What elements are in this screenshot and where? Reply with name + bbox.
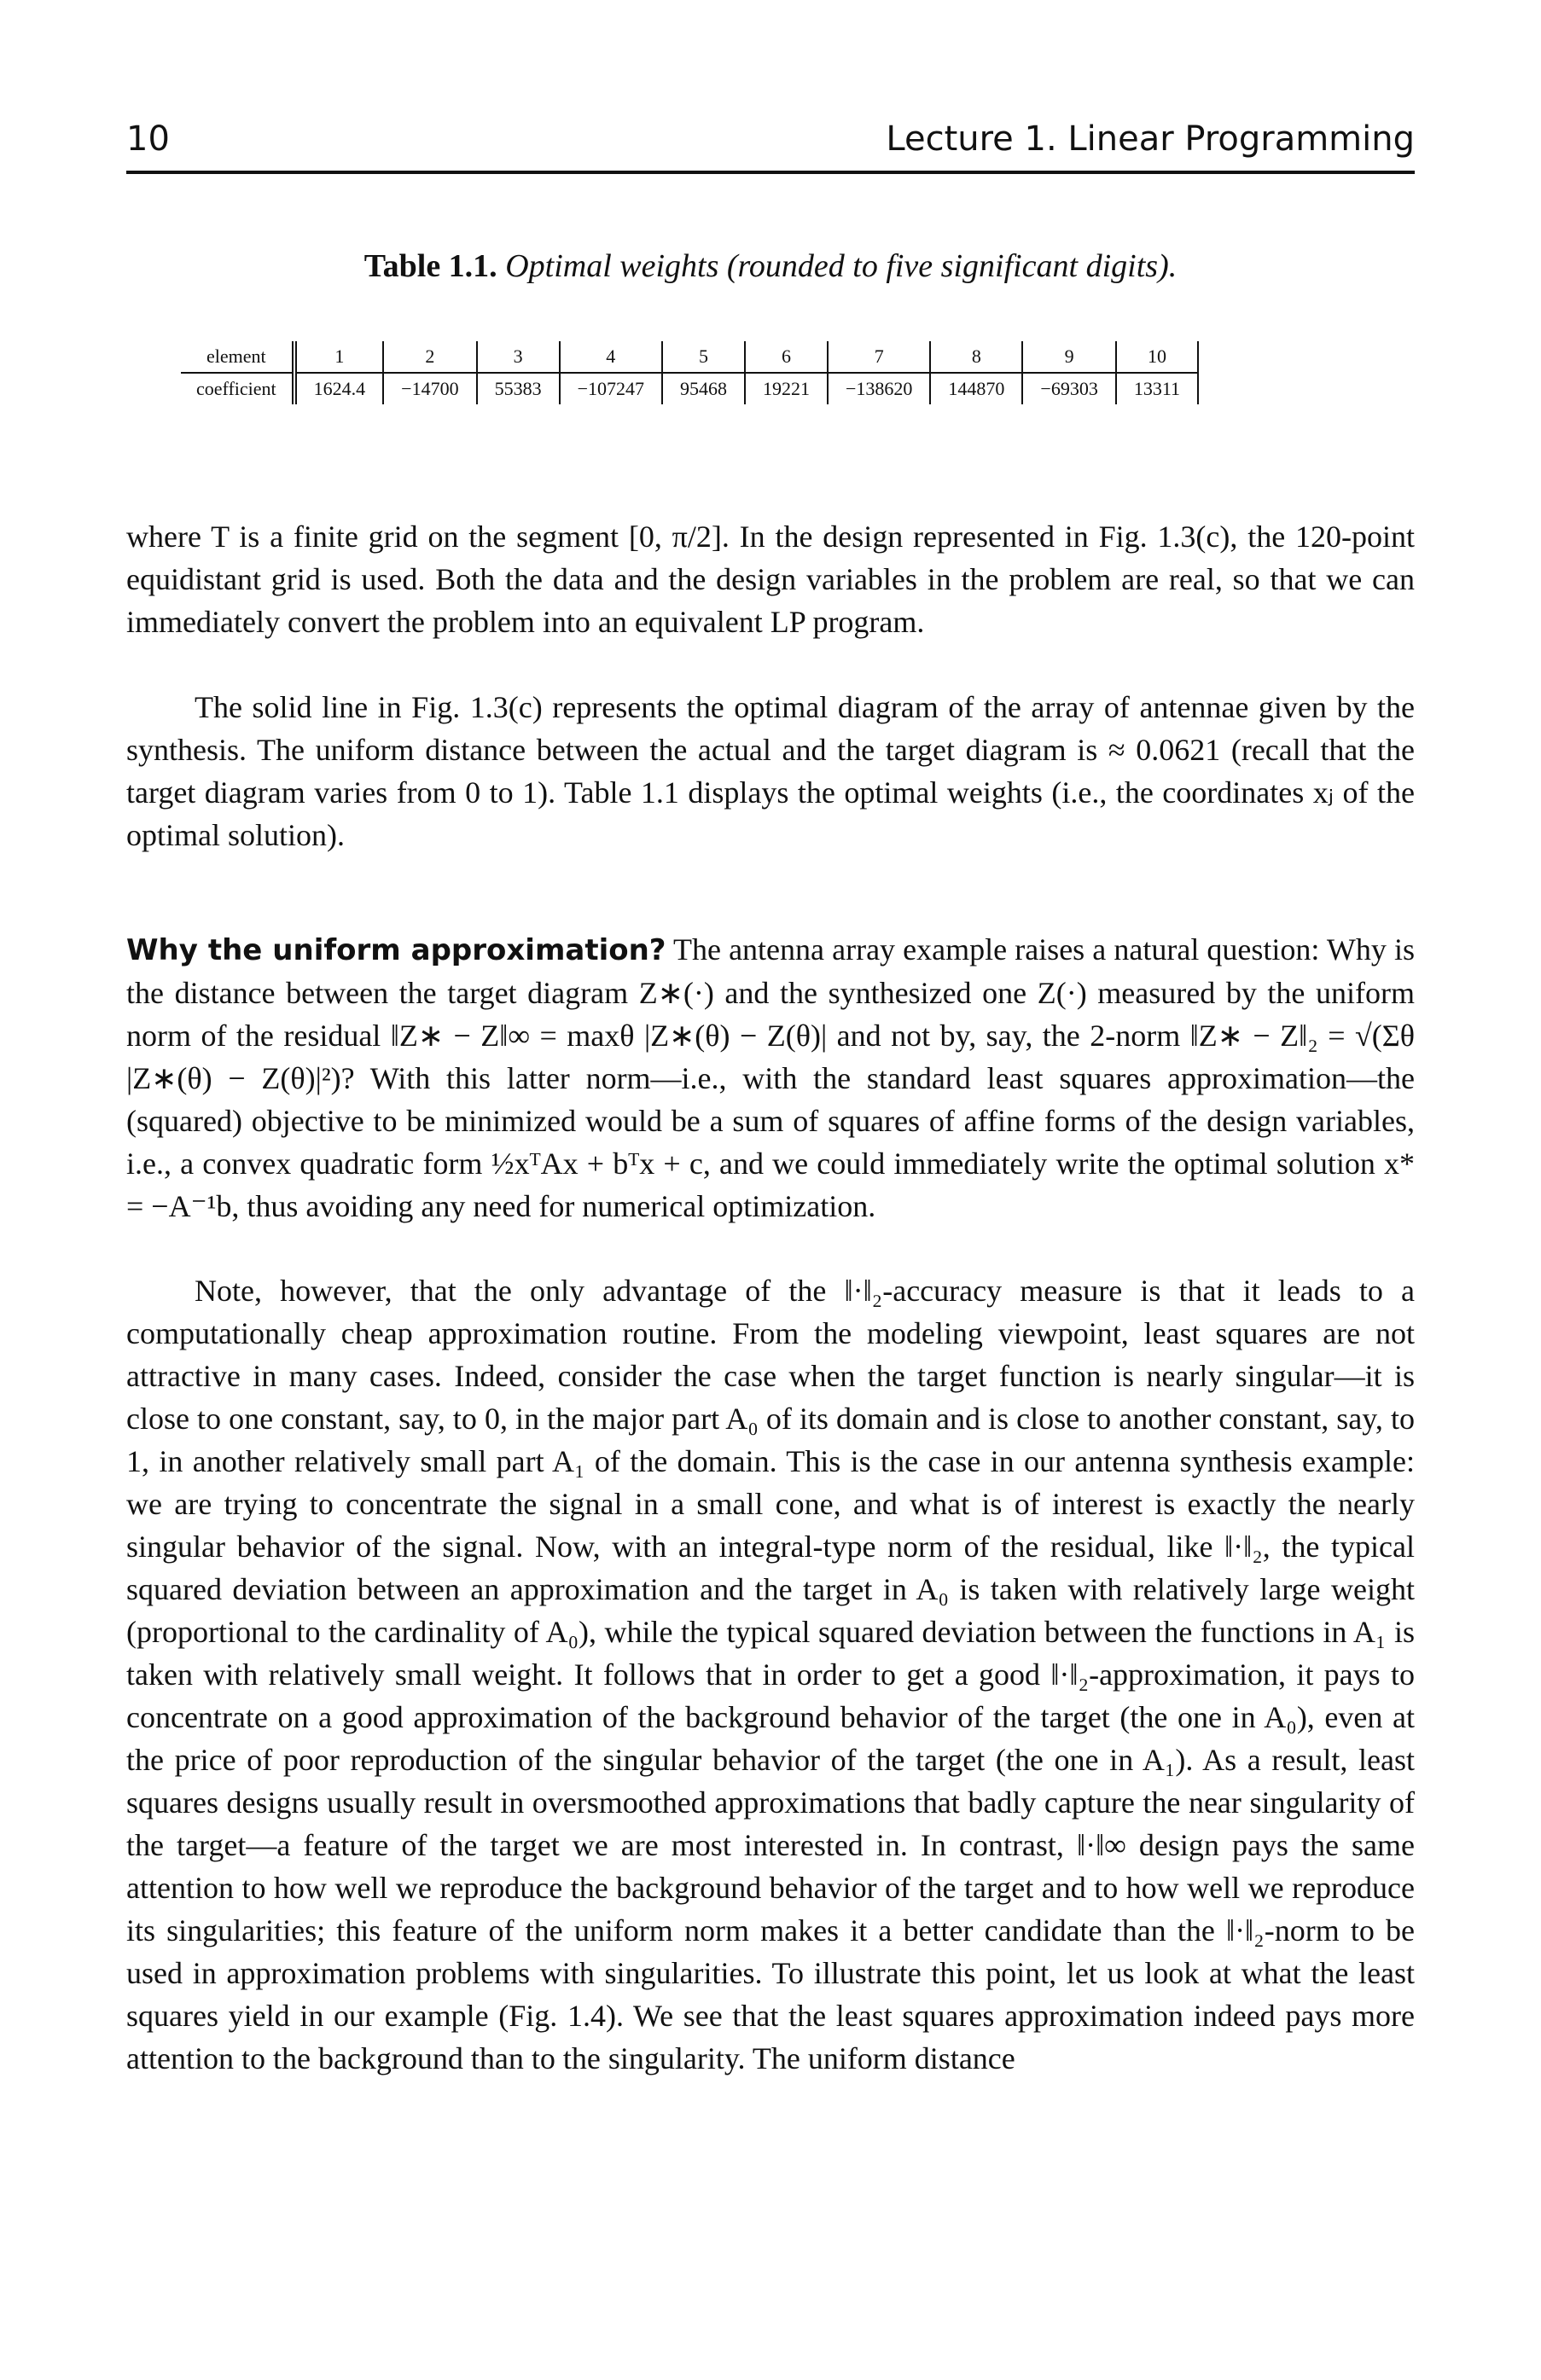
coefficient-cell: 1624.4: [294, 373, 384, 404]
row-label-element: element: [181, 341, 294, 373]
paragraph-grid: where T is a finite grid on the segment [0, π/2]. In the design represented in Fig. 1.3(c), the 120-point equidistant grid is used. Both the data and the design variables in the problem are real, so that we can immediately convert the problem into an equivalent LP program.: [126, 520, 1415, 639]
element-cell: 6: [745, 341, 828, 373]
paragraph-least-squares: Note, however, that the only advantage of the ‖·‖₂-accuracy measure is that it leads to a computationally cheap approximation routine. From the modeling viewpoint, least squares are not attractive in many cases. Indeed, consider the case when the target function is nearly singular—it is close to one constant, say, to 0, in the major part A₀ of its domain and is close to another constant, say, to 1, in another relatively small part A₁ of the domain. This is the case in our antenna synthesis example: we are trying to concentrate the signal in a small cone, and what is of interest is exactly the nearly singular behavior of the signal. Now, with an integral-type norm of the residual, like ‖·‖₂, the typical squared deviation between an approximation and the target in A₀ is taken with relatively large weight (proportional to the cardinality of A₀), while the typical squared deviation between the functions in A₁ is taken with relatively small weight. It follows that in order to get a good ‖·‖₂-approximation, it pays to concentrate on a good approximation of the background behavior of the target (the one in A₀), even at the price of poor reproduction of the singular behavior of the target (the one in A₁). As a result, least squares designs usually result in oversmoothed approximations that badly capture the near singularity of the target—a feature of the target we are most interested in. In contrast, ‖·‖∞ design pays the same attention to how well we reproduce the background behavior of the target and to how well we reproduce its singularities; this feature of the uniform norm makes it a better candidate than the ‖·‖₂-norm to be used in approximation problems with singularities. To illustrate this point, let us look at what the least squares yield in our example (Fig. 1.4). We see that the least squares approximation indeed pays more attention to the background than to the singularity. The uniform distance: [126, 1274, 1415, 2075]
paragraph-uniform-text: The antenna array example raises a natural question: Why is the distance between the target diagram Z∗(·) and the synthesized one Z(·) measured by the uniform norm of the residual ‖Z∗ − Z‖∞ = maxθ |Z∗(θ) − Z(θ)| and not by, say, the 2-norm ‖Z∗ − Z‖₂ = √(Σθ |Z∗(θ) − Z(θ)|²)? With this latter norm—i.e., with the standard least squares approximation—the (squared) objective to be minimized would be a sum of squares of affine forms of the design variables, i.e., a convex quadratic form ½xᵀAx + bᵀx + c, and we could immediately write the optimal solution x* = −A⁻¹b, thus avoiding any need for numerical optimization.: [126, 932, 1415, 1223]
coefficient-cell: −14700: [383, 373, 476, 404]
header-rule: [126, 171, 1415, 174]
coefficient-cell: −107247: [560, 373, 662, 404]
coefficient-cell: 95468: [662, 373, 745, 404]
element-cell: 7: [828, 341, 930, 373]
paragraph-lead-heading: Why the uniform approximation?: [126, 933, 666, 967]
paragraph-solid-line: The solid line in Fig. 1.3(c) represents the optimal diagram of the array of antennae given by the synthesis. The uniform distance between the actual and the target diagram is ≈ 0.0621 (recall that the target diagram varies from 0 to 1). Table 1.1 displays the optimal weights (i.e., the coordinates xⱼ of the optimal solution).: [126, 690, 1415, 852]
table-row-coefficient: [181, 373, 1198, 404]
element-cell: 2: [383, 341, 476, 373]
coefficient-cell: 19221: [745, 373, 828, 404]
table-caption-text: Optimal weights (rounded to five significant digits).: [505, 248, 1178, 284]
coefficient-cell: −69303: [1022, 373, 1115, 404]
element-cell: 5: [662, 341, 745, 373]
paragraph-uniform-approximation: [126, 928, 1415, 1228]
running-header: [126, 119, 1415, 171]
row-label-coefficient: coefficient: [181, 373, 294, 404]
element-cell: 4: [560, 341, 662, 373]
element-cell: 10: [1116, 341, 1198, 373]
element-cell: 3: [477, 341, 560, 373]
weights-table: [181, 341, 1199, 404]
page-number: 10: [126, 119, 170, 159]
coefficient-cell: −138620: [828, 373, 930, 404]
coefficient-cell: 13311: [1116, 373, 1198, 404]
element-cell: 8: [930, 341, 1022, 373]
table-caption: [0, 247, 1541, 285]
coefficient-cell: 144870: [930, 373, 1022, 404]
element-cell: 9: [1022, 341, 1115, 373]
running-title: Lecture 1. Linear Programming: [886, 119, 1415, 159]
coefficient-cell: 55383: [477, 373, 560, 404]
table-caption-label: Table 1.1.: [363, 248, 497, 284]
element-cell: 1: [294, 341, 384, 373]
table-row-element: [181, 341, 1198, 373]
